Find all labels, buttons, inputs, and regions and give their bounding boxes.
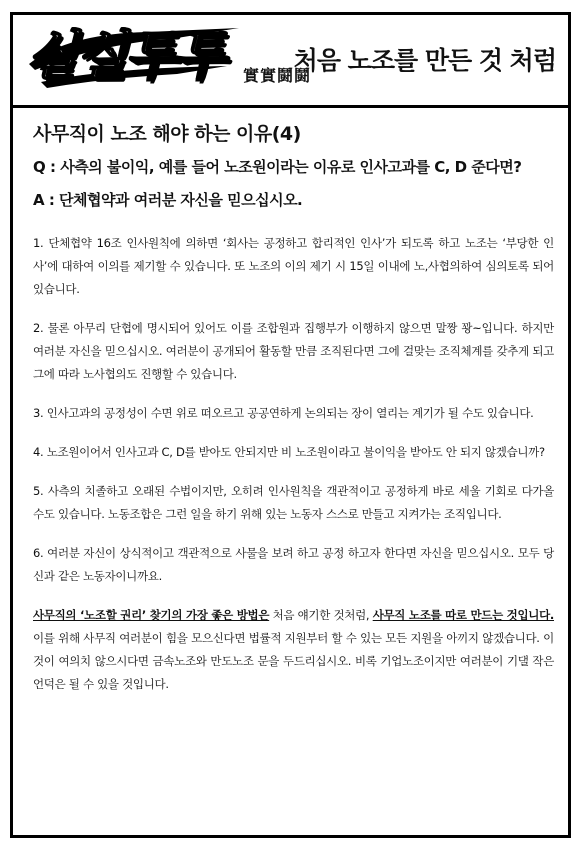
closing-text-1: 처음 얘기한 것처럼,	[269, 608, 373, 622]
article	[33, 119, 554, 696]
paragraph-2: 2. 물론 아무리 단협에 명시되어 있어도 이를 조합원과 집행부가 이행하지 않으면 말짱 꽝~입니다. 하지만 여러분 자신을 믿으십시오. 여러분이 공개되어 활동할 만큼 조직된다면 그에 걸맞는 조직체계를 갖추게 되고 그에 따라 노사협의도 진행할 수 있습니다.	[33, 321, 554, 381]
page-frame	[10, 12, 571, 838]
paragraph-3: 3. 인사고과의 공정성이 수면 위로 떠오르고 공공연하게 논의되는 장이 열리는 계기가 될 수도 있습니다.	[33, 406, 534, 420]
answer: A : 단체협약과 여러분 자신을 믿으십시오.	[33, 191, 303, 209]
closing-emphasis-2: 사무직 노조를 따로 만드는 것입니다.	[372, 608, 554, 622]
tagline: 처음 노조를 만든 것 처럼	[293, 46, 556, 75]
logo	[27, 24, 243, 90]
question: Q : 사측의 불이익, 예를 들어 노조원이라는 이유로 인사고과를 C, D 준다면?	[33, 158, 522, 176]
closing-text-2: 이를 위해 사무직 여러분이 힘을 모으신다면 법률적 지원부터 할 수 있는 모든 지원을 아끼지 않겠습니다. 이것이 여의치 않으시다면 금속노조와 만도노조 문을 두드리십시오. 비록 기업노조이지만 여러분이 기댈 작은 언덕은 될 수 있을 것입니다.	[33, 631, 554, 691]
paragraph-1: 1. 단체협약 16조 인사원칙에 의하면 ‘회사는 공정하고 합리적인 인사’가 되도록 하고 노조는 ‘부당한 인사’에 대하여 이의를 제기할 수 있습니다. 또 노조의 이의 제기 시 15일 이내에 노,사협의하여 심의토록 되어 있습니다.	[33, 236, 554, 296]
paragraph-4: 4. 노조원이어서 인사고과 C, D를 받아도 안되지만 비 노조원이라고 불이익을 받아도 안 되지 않겠습니까?	[33, 445, 545, 459]
closing-paragraph	[33, 604, 554, 696]
article-title: 사무직이 노조 해야 하는 이유(4)	[33, 123, 301, 145]
paragraph-6: 6. 여러분 자신이 상식적이고 객관적으로 사물을 보려 하고 공정 하고자 한다면 자신을 믿으십시오. 모두 당신과 같은 노동자이니까요.	[33, 546, 554, 583]
header	[13, 15, 568, 108]
logo-text: 실실투투	[27, 26, 224, 87]
logo-hanja: 實實鬪鬪	[243, 66, 312, 85]
paragraph-5: 5. 사측의 치졸하고 오래된 수법이지만, 오히려 인사원칙을 객관적이고 공정하게 바로 세울 기회로 다가올 수도 있습니다. 노동조합은 그런 일을 하기 위해 있는 노동자 스스로 만들고 지켜가는 조직입니다.	[33, 484, 554, 521]
closing-emphasis-1: 사무직의 ‘노조할 권리’ 찾기의 가장 좋은 방법은	[33, 608, 270, 622]
